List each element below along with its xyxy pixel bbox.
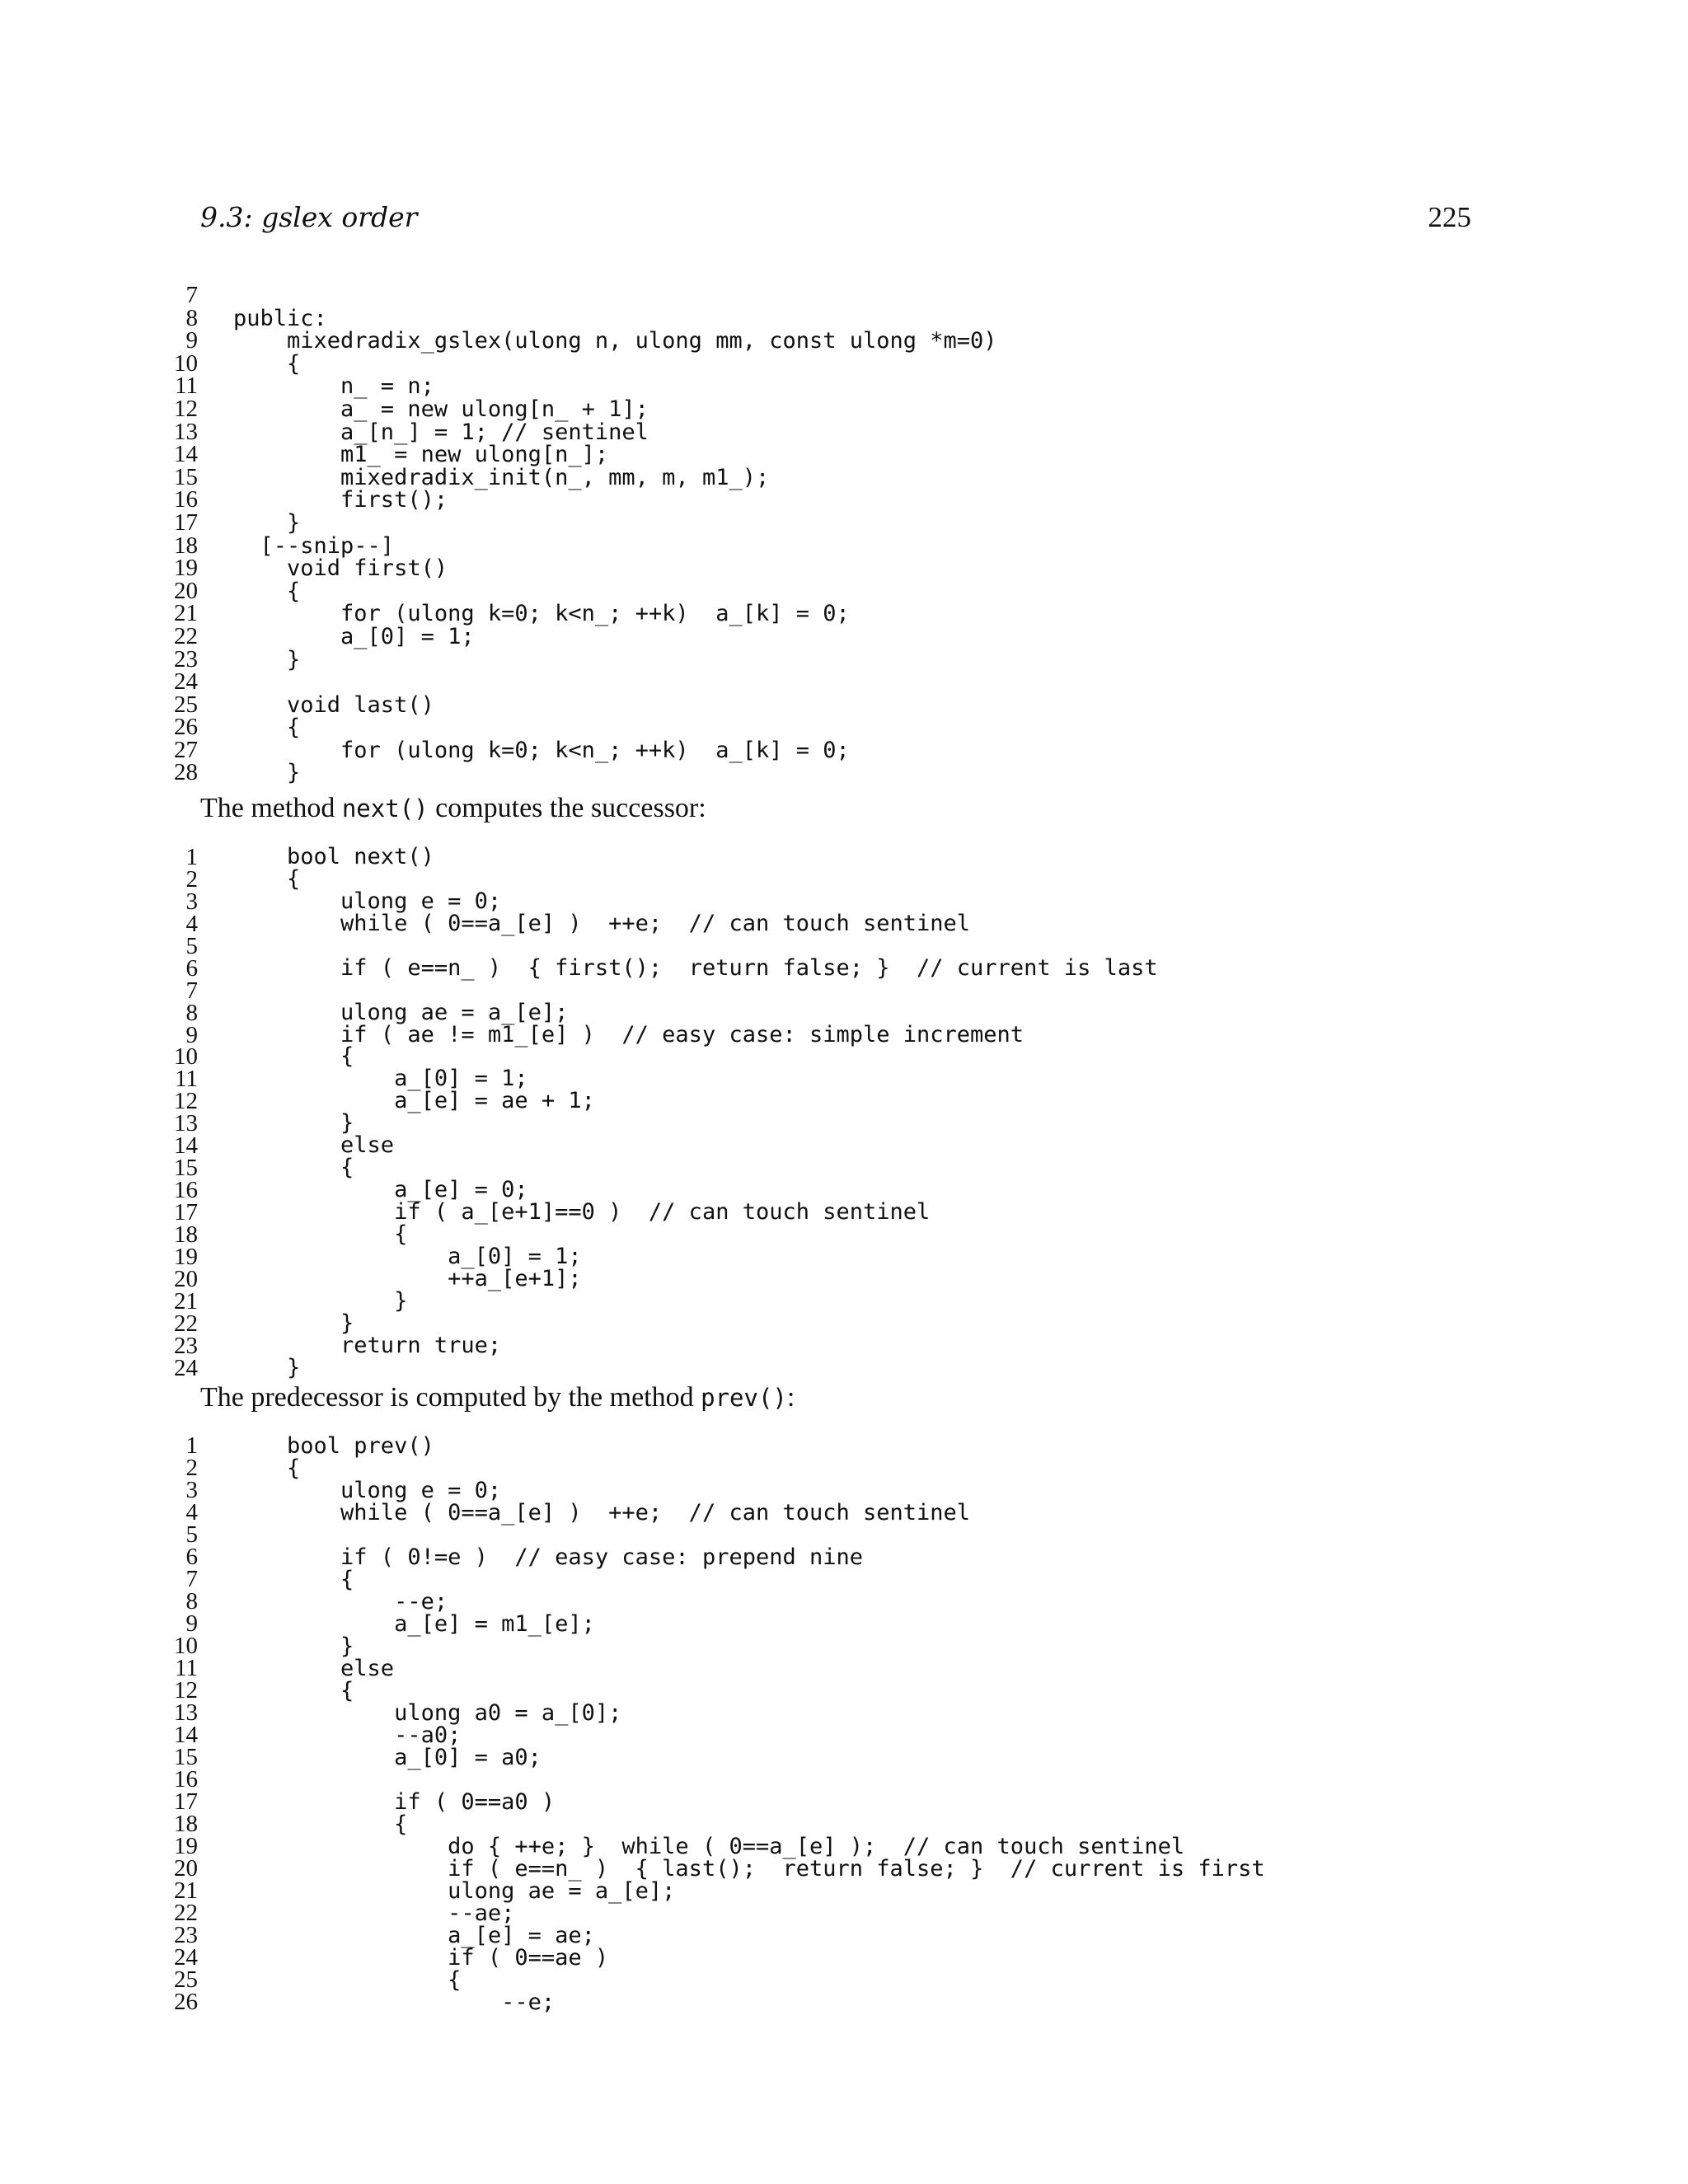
code-listing-prev	[0, 1432, 1688, 2015]
line-number: 26	[174, 1989, 198, 2015]
line-number: 17	[174, 1199, 198, 1226]
code-line	[0, 1221, 1688, 1248]
code-listing-next	[0, 846, 1688, 1380]
line-number: 17	[174, 509, 198, 536]
line-number: 12	[174, 1677, 198, 1704]
code-text: --e;	[233, 1589, 448, 1615]
line-number: 24	[174, 1354, 198, 1381]
line-number: 23	[174, 1332, 198, 1359]
line-number: 8	[185, 304, 198, 331]
line-number: 3	[185, 888, 198, 915]
code-text: while ( 0==a_[e] ) ++e; // can touch sentinel	[233, 910, 971, 936]
code-text: ulong ae = a_[e];	[233, 1878, 676, 1904]
code-line	[0, 645, 1688, 673]
code-line	[0, 284, 1688, 307]
code-line	[0, 999, 1688, 1026]
line-number: 1	[185, 1432, 198, 1459]
code-text: --a0;	[233, 1722, 462, 1748]
prose-next-intro	[200, 793, 706, 824]
code-line	[0, 668, 1688, 696]
code-line	[0, 463, 1688, 490]
code-line	[0, 865, 1688, 893]
line-number: 9	[185, 327, 198, 354]
code-text: {	[233, 1043, 354, 1070]
code-line	[0, 1021, 1688, 1048]
code-line	[0, 486, 1688, 513]
line-number: 11	[175, 373, 198, 400]
code-line	[0, 557, 1688, 580]
code-text: bool next()	[233, 844, 434, 869]
line-number: 20	[174, 577, 198, 604]
code-line	[0, 1855, 1688, 1882]
code-text: a_[e] = ae + 1;	[233, 1088, 595, 1114]
line-number: 21	[174, 600, 198, 627]
code-line	[0, 1432, 1688, 1459]
code-line	[0, 1588, 1688, 1615]
line-number: 16	[174, 1766, 198, 1793]
line-number: 15	[174, 463, 198, 490]
code-text: a_[e] = ae;	[233, 1923, 595, 1948]
inline-code: prev()	[701, 1384, 787, 1412]
code-line	[0, 1521, 1688, 1548]
code-line	[0, 1457, 1688, 1479]
line-number: 10	[174, 1633, 198, 1659]
code-line	[0, 1835, 1688, 1858]
line-number: 21	[174, 1877, 198, 1904]
code-line	[0, 846, 1688, 869]
line-number: 22	[174, 1310, 198, 1337]
prose-text: :	[786, 1382, 795, 1413]
line-number: 13	[174, 418, 198, 445]
code-line	[0, 1813, 1688, 1835]
code-line	[0, 1110, 1688, 1137]
line-number: 23	[174, 1922, 198, 1948]
line-number: 13	[174, 1699, 198, 1726]
code-text: public:	[233, 305, 327, 331]
line-number: 14	[174, 1132, 198, 1160]
code-line	[0, 1944, 1688, 1971]
code-text: if ( 0!=e ) // easy case: prepend nine	[233, 1544, 864, 1570]
line-number: 28	[174, 759, 198, 786]
line-number: 15	[174, 1744, 198, 1770]
code-text: if ( 0==ae )	[233, 1945, 609, 1971]
code-line	[0, 1354, 1688, 1381]
code-text: void first()	[233, 555, 448, 582]
line-number: 14	[174, 441, 198, 468]
line-number: 9	[185, 1021, 198, 1048]
code-line	[0, 1966, 1688, 1993]
code-text: do { ++e; } while ( 0==a_[e] ); // can touch sentinel	[233, 1834, 1185, 1859]
code-text: else	[233, 1656, 395, 1681]
code-text: {	[233, 1155, 354, 1181]
prose-text: The predecessor is computed by the method	[200, 1382, 701, 1413]
code-line	[0, 1746, 1688, 1769]
prose-prev-intro	[200, 1382, 795, 1413]
code-text: if ( e==n_ ) { last(); return false; } // current is first	[233, 1856, 1265, 1882]
code-line	[0, 1243, 1688, 1270]
code-text: a_[0] = a0;	[233, 1745, 542, 1770]
line-number: 3	[185, 1477, 198, 1503]
line-number: 26	[174, 714, 198, 741]
line-number: 25	[174, 1966, 198, 1993]
code-text: }	[233, 1287, 408, 1314]
code-line	[0, 349, 1688, 377]
code-text: {	[233, 1811, 408, 1837]
line-number: 19	[174, 1243, 198, 1270]
code-line	[0, 1788, 1688, 1815]
code-listing-constructor	[0, 284, 1688, 785]
code-line	[0, 932, 1688, 959]
code-line	[0, 1902, 1688, 1924]
line-number: 25	[174, 691, 198, 718]
line-number: 16	[174, 486, 198, 513]
code-text: a_ = new ulong[n_ + 1];	[233, 396, 649, 422]
code-line	[0, 509, 1688, 536]
code-line	[0, 1724, 1688, 1746]
code-text: if ( e==n_ ) { first(); return false; } // current is last	[233, 954, 1158, 981]
code-line	[0, 1332, 1688, 1359]
line-number: 8	[185, 999, 198, 1026]
code-line	[0, 1066, 1688, 1093]
code-text: ulong e = 0;	[233, 1478, 502, 1503]
code-line	[0, 1179, 1688, 1202]
code-line	[0, 395, 1688, 422]
code-line	[0, 1287, 1688, 1315]
line-number: 5	[185, 1521, 198, 1548]
code-line	[0, 1155, 1688, 1182]
code-text: first();	[233, 487, 448, 513]
code-line	[0, 1090, 1688, 1113]
code-text: for (ulong k=0; k<n_; ++k) a_[k] = 0;	[233, 737, 850, 763]
code-text: }	[233, 646, 301, 673]
code-text: {	[233, 1567, 354, 1592]
line-number: 24	[174, 1944, 198, 1971]
code-line	[0, 532, 1688, 559]
code-text: if ( ae != m1_[e] ) // easy case: simple increment	[233, 1021, 1025, 1047]
code-line	[0, 577, 1688, 604]
code-text: {	[233, 578, 301, 604]
code-line	[0, 888, 1688, 915]
line-number: 1	[185, 844, 198, 870]
line-number: 13	[174, 1110, 198, 1137]
code-text: a_[e] = m1_[e];	[233, 1611, 595, 1637]
code-line	[0, 954, 1688, 982]
code-line	[0, 910, 1688, 937]
line-number: 27	[174, 736, 198, 763]
code-text: for (ulong k=0; k<n_; ++k) a_[k] = 0;	[233, 601, 850, 627]
code-text: a_[n_] = 1; // sentinel	[233, 419, 649, 445]
line-number: 4	[185, 1499, 198, 1526]
line-number: 20	[174, 1265, 198, 1292]
line-number: 17	[174, 1788, 198, 1815]
code-text: --e;	[233, 1990, 556, 2015]
code-line	[0, 443, 1688, 466]
code-text: {	[233, 350, 301, 377]
code-text: {	[233, 1221, 408, 1247]
code-text: mixedradix_init(n_, mm, m, m1_);	[233, 464, 770, 490]
running-header-section: 9.3: gslex order	[200, 201, 418, 233]
code-line	[0, 602, 1688, 626]
code-line	[0, 1635, 1688, 1657]
code-text: a_[0] = 1;	[233, 1243, 582, 1269]
line-number: 19	[174, 555, 198, 582]
line-number: 4	[185, 910, 198, 937]
code-text: return true;	[233, 1332, 502, 1358]
code-text: }	[233, 1110, 354, 1137]
code-text: n_ = n;	[233, 373, 434, 400]
code-text: ulong ae = a_[e];	[233, 999, 569, 1025]
code-line	[0, 327, 1688, 354]
code-line	[0, 375, 1688, 398]
code-text: [--snip--]	[233, 532, 395, 559]
prose-text: The method	[200, 793, 342, 823]
code-text: bool prev()	[233, 1433, 434, 1459]
line-number: 11	[175, 1066, 198, 1093]
code-line	[0, 1657, 1688, 1680]
code-text: {	[233, 715, 301, 741]
line-number: 22	[174, 622, 198, 649]
line-number: 10	[174, 349, 198, 377]
code-line	[0, 1610, 1688, 1637]
page-number: 225	[1428, 201, 1471, 233]
line-number: 22	[174, 1900, 198, 1926]
code-line	[0, 716, 1688, 739]
line-number: 19	[174, 1833, 198, 1859]
line-number: 6	[185, 954, 198, 982]
inline-code: next()	[341, 794, 429, 823]
code-text: else	[233, 1132, 395, 1159]
code-line	[0, 622, 1688, 649]
code-text: }	[233, 1354, 301, 1380]
code-line	[0, 1568, 1688, 1591]
line-number: 7	[185, 1566, 198, 1592]
code-line	[0, 1132, 1688, 1160]
code-line	[0, 759, 1688, 786]
code-text: if ( a_[e+1]==0 ) // can touch sentinel	[233, 1199, 931, 1225]
code-line	[0, 1877, 1688, 1904]
code-line	[0, 1310, 1688, 1337]
code-line	[0, 1924, 1688, 1947]
line-number: 18	[174, 532, 198, 559]
line-number: 14	[174, 1722, 198, 1748]
code-text: {	[233, 1967, 462, 1993]
code-line	[0, 1677, 1688, 1704]
line-number: 8	[185, 1588, 198, 1615]
code-text: mixedradix_gslex(ulong n, ulong mm, const ulong *m=0)	[233, 328, 997, 354]
code-text: --ae;	[233, 1900, 515, 1926]
code-text: ulong a0 = a_[0];	[233, 1700, 622, 1726]
prose-text: computes the successor:	[428, 793, 706, 823]
code-line	[0, 1499, 1688, 1526]
code-line	[0, 736, 1688, 763]
code-text: ulong e = 0;	[233, 888, 502, 914]
line-number: 18	[174, 1811, 198, 1837]
code-line	[0, 304, 1688, 331]
code-text: a_[0] = 1;	[233, 1066, 528, 1092]
line-number: 24	[174, 668, 198, 696]
code-text: {	[233, 1455, 301, 1481]
line-number: 12	[174, 395, 198, 422]
code-text: m1_ = new ulong[n_];	[233, 442, 609, 468]
line-number: 15	[174, 1155, 198, 1182]
code-text: }	[233, 509, 301, 536]
line-number: 16	[174, 1177, 198, 1204]
code-text: }	[233, 1633, 354, 1659]
line-number: 7	[185, 282, 198, 308]
line-number: 23	[174, 645, 198, 673]
code-line	[0, 977, 1688, 1004]
code-text: }	[233, 760, 301, 786]
line-number: 20	[174, 1855, 198, 1882]
line-number: 21	[174, 1287, 198, 1315]
line-number: 11	[175, 1655, 198, 1681]
line-number: 12	[174, 1088, 198, 1115]
code-text: ++a_[e+1];	[233, 1265, 582, 1291]
code-line	[0, 1699, 1688, 1726]
code-line	[0, 418, 1688, 445]
code-text: {	[233, 865, 301, 892]
code-text: }	[233, 1310, 354, 1336]
code-line	[0, 1991, 1688, 2013]
code-line	[0, 1479, 1688, 1502]
code-text: a_[0] = 1;	[233, 623, 475, 649]
line-number: 7	[185, 977, 198, 1004]
code-line	[0, 1265, 1688, 1292]
code-line	[0, 1546, 1688, 1568]
code-line	[0, 1043, 1688, 1071]
line-number: 9	[185, 1610, 198, 1637]
code-line	[0, 691, 1688, 718]
line-number: 6	[185, 1544, 198, 1570]
code-line	[0, 1766, 1688, 1793]
code-line	[0, 1199, 1688, 1226]
code-text: a_[e] = 0;	[233, 1177, 528, 1203]
code-text: {	[233, 1678, 354, 1704]
code-text: while ( 0==a_[e] ) ++e; // can touch sentinel	[233, 1500, 971, 1526]
line-number: 10	[174, 1043, 198, 1071]
line-number: 2	[185, 1455, 198, 1481]
line-number: 5	[185, 932, 198, 959]
line-number: 2	[185, 865, 198, 893]
line-number: 18	[174, 1221, 198, 1248]
code-text: void last()	[233, 691, 434, 718]
code-text: if ( 0==a0 )	[233, 1789, 556, 1815]
